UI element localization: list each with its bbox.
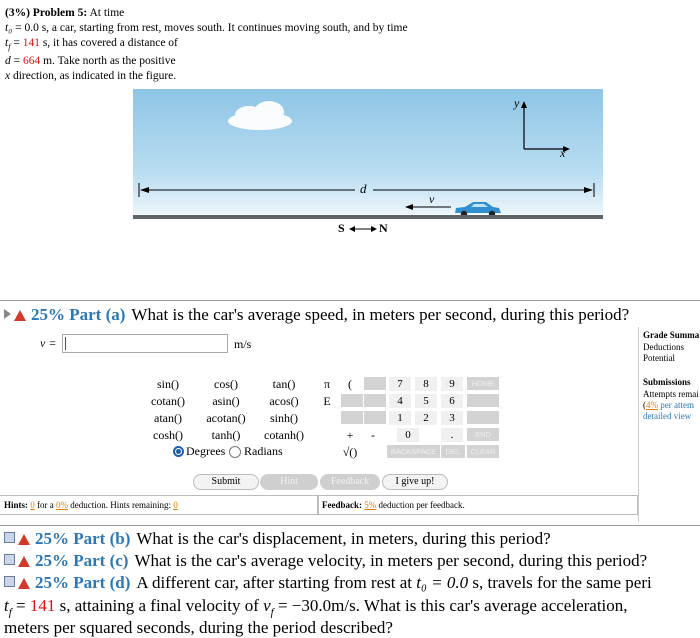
answer-input[interactable] xyxy=(62,334,228,353)
pi-button[interactable]: π xyxy=(323,377,331,391)
end-button[interactable]: END xyxy=(467,428,499,441)
list-icon xyxy=(4,554,15,565)
decimal-button[interactable]: . xyxy=(441,428,463,442)
problem-number: Problem 5: xyxy=(32,7,88,19)
up-arrow-button[interactable] xyxy=(467,394,499,407)
multiply-button[interactable] xyxy=(364,411,386,424)
e-button[interactable]: E xyxy=(323,394,331,408)
problem-statement xyxy=(5,6,565,84)
hint-button[interactable]: Hint xyxy=(260,474,318,490)
north-label: N xyxy=(379,221,388,235)
expand-icon[interactable] xyxy=(4,309,11,319)
digit-7[interactable]: 7 xyxy=(389,377,411,391)
home-button[interactable]: HOME xyxy=(467,377,499,390)
hints-text: Hints: 0 for a 0% deduction. Hints remaining: 0 xyxy=(4,500,178,510)
part-c-label: 25% Part (c) xyxy=(35,551,129,570)
y-axis-label: y xyxy=(514,96,520,110)
submissions-title: Submissions xyxy=(643,377,691,387)
warning-icon xyxy=(14,310,26,321)
divide-button[interactable] xyxy=(341,411,363,424)
deductions-label: Deductions xyxy=(643,342,684,352)
velocity-label: v xyxy=(429,192,435,206)
cotan-button[interactable]: cotan() xyxy=(151,394,185,408)
answer-unit: m/s xyxy=(234,337,252,351)
cotanh-button[interactable]: cotanh() xyxy=(264,428,304,442)
problem-line-3: d = 664 m. Take north as the positive xyxy=(5,55,176,68)
list-icon xyxy=(4,532,15,543)
part-c-question: What is the car's average velocity, in meters per second, during this period? xyxy=(134,551,648,570)
open-paren-button[interactable]: ( xyxy=(348,377,352,391)
power-button[interactable] xyxy=(341,394,363,407)
radians-label: Radians xyxy=(244,444,283,458)
compass-arrow xyxy=(348,223,378,235)
problem-text-start: At time xyxy=(89,7,125,19)
problem-figure xyxy=(133,89,603,241)
digit-0[interactable]: 0 xyxy=(397,428,419,442)
acotan-button[interactable]: acotan() xyxy=(206,411,246,425)
digit-8[interactable]: 8 xyxy=(415,377,437,391)
cos-button[interactable]: cos() xyxy=(214,377,238,391)
warning-icon xyxy=(18,578,30,589)
digit-9[interactable]: 9 xyxy=(441,377,463,391)
digit-4[interactable]: 4 xyxy=(389,394,411,408)
submit-button[interactable]: Submit xyxy=(193,474,259,490)
asin-button[interactable]: asin() xyxy=(212,394,240,408)
digit-5[interactable]: 5 xyxy=(415,394,437,408)
feedback-button[interactable]: Feedback xyxy=(320,474,380,490)
acos-button[interactable]: acos() xyxy=(269,394,299,408)
t0-value: 0.0 xyxy=(24,22,39,34)
warning-icon xyxy=(18,556,30,567)
close-paren-button[interactable] xyxy=(364,377,386,390)
distance-value: 664 xyxy=(23,55,41,68)
part-c-heading[interactable] xyxy=(4,551,647,571)
feedback-text: Feedback: 5% deduction per feedback. xyxy=(322,500,465,510)
right-arrow-button[interactable] xyxy=(467,411,499,424)
potential-label: Potential xyxy=(643,353,675,363)
problem-line-1: t₀ = 0.0 s, a car, starting from rest, moves south. It continues moving south, and by time xyxy=(5,22,408,34)
per-attempt-label: (4% per attem xyxy=(643,400,694,410)
x-axis-label: x xyxy=(560,146,566,160)
part-b-heading[interactable] xyxy=(4,529,551,549)
digit-1[interactable]: 1 xyxy=(389,411,411,425)
tf-value: 141 xyxy=(22,37,40,49)
answer-variable-label: v = xyxy=(40,336,57,350)
part-d-line-2: $t_f = 141$ s, attaining a final velocity of $v_f = -30.0m/s$. What is this car's average acceleration, xyxy=(4,596,628,619)
sinh-button[interactable]: sinh() xyxy=(270,411,298,425)
part-d-label: 25% Part (d) xyxy=(35,573,131,592)
clear-button[interactable]: CLEAR xyxy=(467,445,499,458)
digit-3[interactable]: 3 xyxy=(441,411,463,425)
part-d-heading[interactable]: 25% Part (d) A different car, after starting from rest at t₀ = 0.0 s, travels for the same peri xyxy=(4,573,652,593)
problem-line-2: $t_f = 141$ s, it has covered a distance of xyxy=(5,37,178,52)
velocity-arrow xyxy=(403,202,453,212)
part-a-label: 25% Part (a) xyxy=(31,305,126,324)
part-d-question: A different car, after starting from rest at xyxy=(136,573,412,592)
digit-6[interactable]: 6 xyxy=(441,394,463,408)
exponent-button[interactable] xyxy=(364,394,386,407)
minus-button[interactable]: - xyxy=(371,428,375,442)
degrees-radio[interactable] xyxy=(173,446,184,457)
part-a-heading[interactable] xyxy=(4,305,629,325)
atan-button[interactable]: atan() xyxy=(154,411,182,425)
sin-button[interactable]: sin() xyxy=(157,377,179,391)
tanh-button[interactable]: tanh() xyxy=(211,428,241,442)
cosh-button[interactable]: cosh() xyxy=(153,428,183,442)
list-icon xyxy=(4,576,15,587)
part-d-line-3: meters per squared seconds, during the period described? xyxy=(4,618,393,637)
grade-summary-title: Grade Summa xyxy=(643,330,700,340)
part-a-question: What is the car's average speed, in meters per second, during this period? xyxy=(131,305,630,324)
plus-button[interactable]: + xyxy=(346,428,354,442)
part-b-question: What is the car's displacement, in meters, during this period? xyxy=(136,529,551,548)
del-button[interactable]: DEL xyxy=(441,445,465,458)
detailed-view-link[interactable]: detailed view xyxy=(643,411,692,421)
degrees-label: Degrees xyxy=(186,444,226,458)
part-b-label: 25% Part (b) xyxy=(35,529,131,548)
problem-line-4: x direction, as indicated in the figure. xyxy=(5,70,177,83)
sqrt-button[interactable]: √() xyxy=(342,445,358,459)
attempts-label: Attempts remai xyxy=(643,389,699,399)
radians-radio[interactable] xyxy=(229,446,241,458)
problem-weight: (3%) xyxy=(5,7,30,19)
give-up-button[interactable]: I give up! xyxy=(382,474,448,490)
digit-2[interactable]: 2 xyxy=(415,411,437,425)
distance-label: d xyxy=(360,181,367,196)
distance-arrow xyxy=(133,179,603,203)
warning-icon xyxy=(18,534,30,545)
problem-header xyxy=(5,6,565,21)
south-label: S xyxy=(338,221,345,235)
tan-button[interactable]: tan() xyxy=(272,377,296,391)
backspace-button[interactable]: BACKSPACE xyxy=(387,445,440,458)
